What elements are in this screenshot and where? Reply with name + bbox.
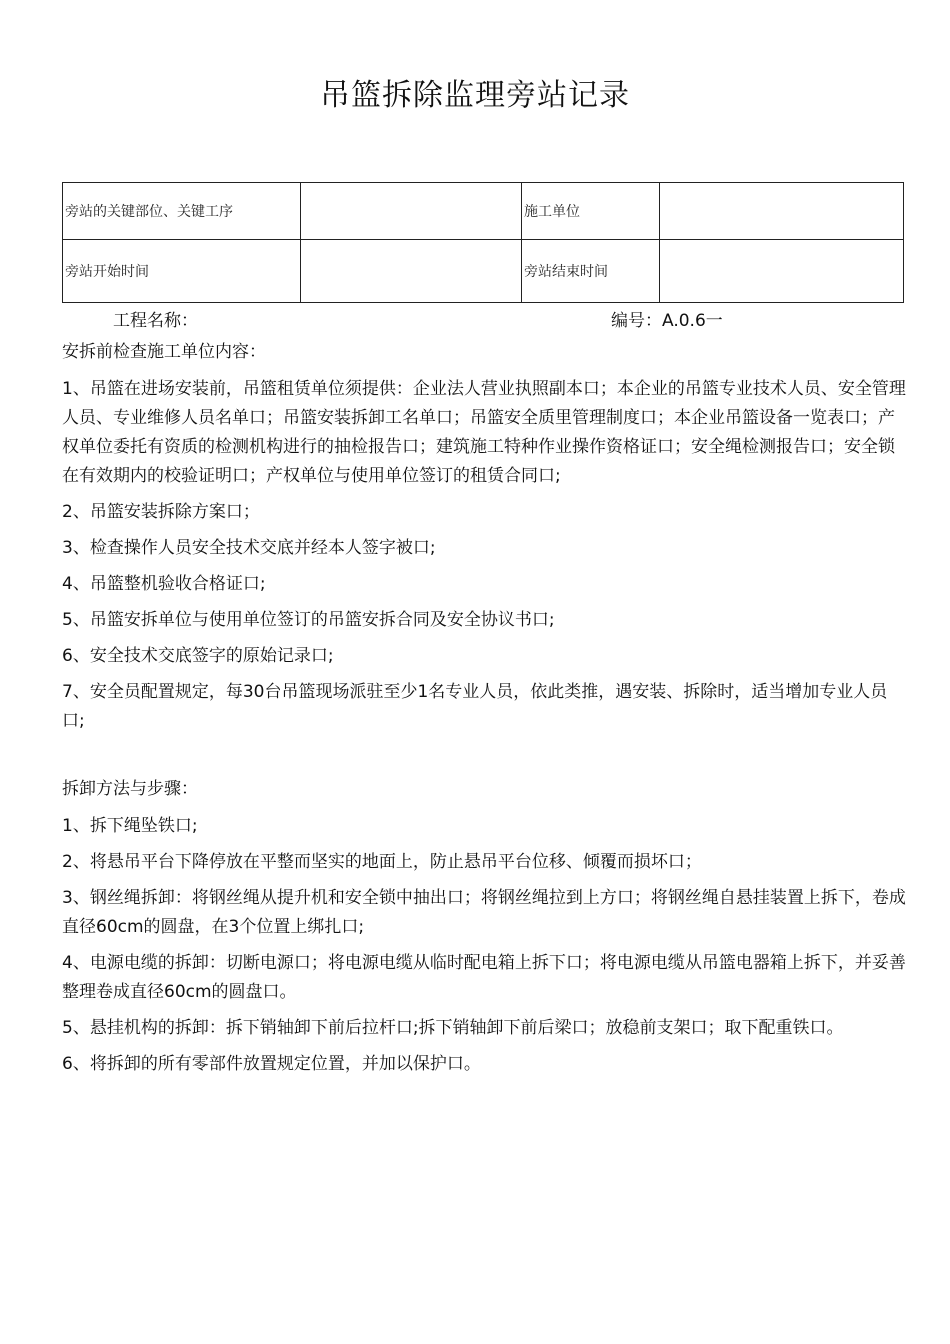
section-heading-dismantle: 拆卸方法与步骤： [62, 779, 198, 799]
end-time-value[interactable] [660, 240, 904, 303]
list-item: 6、将拆卸的所有零部件放置规定位置，并加以保护口。 [62, 1054, 481, 1074]
end-time-label: 旁站结束时间 [522, 240, 660, 303]
key-position-label: 旁站的关键部位、关键工序 [63, 183, 301, 240]
list-item: 2、吊篮安装拆除方案口； [62, 502, 260, 522]
construction-unit-label: 施工单位 [522, 183, 660, 240]
key-position-value[interactable] [301, 183, 522, 240]
list-item: 3、钢丝绳拆卸：将钢丝绳从提升机和安全锁中抽出口；将钢丝绳拉到上方口；将钢丝绳自悬挂装置上拆下，卷成直径60cm的圆盘，在3个位置上绑扎口; [62, 888, 906, 937]
code-label: 编号：A.0.6一 [611, 311, 723, 331]
start-time-value[interactable] [301, 240, 522, 303]
page-title: 吊篮拆除监理旁站记录 [320, 78, 630, 113]
list-item: 5、吊篮安拆单位与使用单位签订的吊篮安拆合同及安全协议书口; [62, 610, 555, 630]
list-item: 3、检查操作人员安全技术交底并经本人签字被口; [62, 538, 436, 558]
list-item: 2、将悬吊平台下降停放在平整而坚实的地面上，防止悬吊平台位移、倾覆而损坏口； [62, 852, 702, 872]
table-row [63, 240, 904, 303]
header-table [62, 182, 904, 303]
list-item: 4、吊篮整机验收合格证口; [62, 574, 266, 594]
section-heading-precheck: 安拆前检查施工单位内容： [62, 342, 266, 362]
construction-unit-value[interactable] [660, 183, 904, 240]
list-item: 1、吊篮在进场安装前，吊篮租赁单位须提供：企业法人营业执照副本口；本企业的吊篮专业技术人员、安全管理人员、专业维修人员名单口；吊篮安装拆卸工名单口；吊篮安全质里管理制度口；本企业吊篮设备一览表口；产权单位委托有资质的检测机构进行的抽检报告口；建筑施工特种作业操作资格证口；安全绳检测报告口；安全锁在有效期内的校验证明口；产权单位与使用单位签订的租赁合同口; [62, 379, 906, 486]
list-item: 6、安全技术交底签字的原始记录口; [62, 646, 334, 666]
list-item: 7、安全员配置规定，每30台吊篮现场派驻至少1名专业人员，依此类推，遇安装、拆除时，适当增加专业人员口; [62, 682, 888, 731]
list-item: 5、悬挂机构的拆卸：拆下销轴卸下前后拉杆口;拆下销轴卸下前后梁口；放稳前支架口；取下配重铁口。 [62, 1018, 844, 1038]
list-item: 1、拆下绳坠铁口; [62, 816, 198, 836]
document-body [62, 338, 907, 1086]
section-spacer [62, 743, 907, 775]
list-item: 4、电源电缆的拆卸：切断电源口；将电源电缆从临时配电箱上拆下口；将电源电缆从吊篮电器箱上拆下，并妥善整理卷成直径60cm的圆盘口。 [62, 953, 906, 1002]
start-time-label: 旁站开始时间 [63, 240, 301, 303]
table-row [63, 183, 904, 240]
project-name-label: 工程名称： [113, 311, 198, 331]
